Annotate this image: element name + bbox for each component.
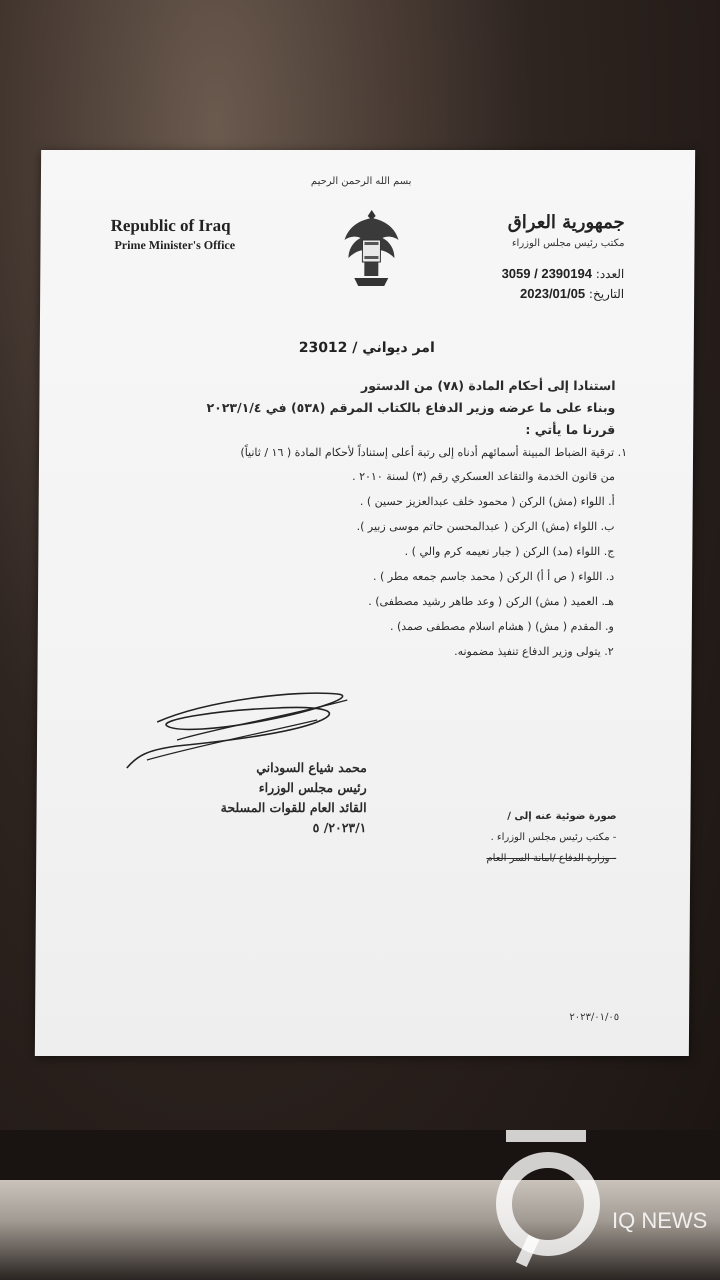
document-page <box>35 150 695 1056</box>
list-item: د. اللواء ( ص أ أ) الركن ( محمد جاسم جمعه مطر ) . <box>372 570 615 583</box>
order-title: امر ديواني / 23012 <box>298 340 435 356</box>
list-item: أ. اللواء (مش) الركن ( محمود خلف عبدالعزيز حسين ) . <box>359 495 615 508</box>
arabic-title: جمهورية العراق <box>507 212 625 233</box>
document-date-value: 2023/01/05 <box>519 286 586 301</box>
list-item: ١. ترقية الضباط المبينة أسمائهم أدناه إلى رتبة أعلى إستناداً لأحكام المادة ( ١٦ / ثانياً) <box>240 446 628 459</box>
reference-number-label: العدد: <box>595 267 625 281</box>
cc-block <box>486 806 616 869</box>
arabic-subtitle: مكتب رئيس مجلس الوزراء <box>511 238 625 249</box>
reference-number <box>502 266 625 281</box>
reference-number-value: 2390194 / 3059 <box>501 266 593 281</box>
iraq-eagle-emblem-icon <box>340 206 403 288</box>
cc-recipient: - وزارة الدفاع /امانة السر العام <box>486 853 617 864</box>
preamble-line: وبناء على ما عرضه وزير الدفاع بالكتاب المرقم (٥٣٨) في ٢٠٢٣/١/٤ <box>206 400 616 415</box>
signature-block <box>146 758 367 838</box>
list-item: هـ. العميد ( مش) الركن ( وعد طاهر رشيد مصطفى) . <box>368 595 615 608</box>
signatory-name: محمد شياع السوداني <box>256 760 367 775</box>
list-item: ٢. يتولى وزير الدفاع تنفيذ مضمونه. <box>454 645 614 658</box>
cc-recipient: - مكتب رئيس مجلس الوزراء . <box>490 832 617 843</box>
watermark-text: IQ NEWS <box>612 1208 708 1233</box>
document-date-label: التاريخ: <box>588 287 625 301</box>
signature-date: ٢٠٢٣/١/ ٥ <box>312 820 367 835</box>
list-item: ب. اللواء (مش) الركن ( عبدالمحسن حاتم موسى زبير ). <box>356 520 615 533</box>
list-item: و. المقدم ( مش) ( هشام اسلام مصطفى صمد) . <box>389 620 614 633</box>
document-date <box>520 286 624 301</box>
signatory-title: القائد العام للقوات المسلحة <box>220 800 367 815</box>
english-title: Republic of Iraq <box>110 216 231 235</box>
footer-date: ٢٠٢٣/٠١/٠٥ <box>569 1012 620 1023</box>
preamble-decision: قررنا ما يأتي : <box>525 422 616 437</box>
cc-heading: صورة ضوئية عنه إلى / <box>507 811 617 822</box>
preamble-line: استنادا إلى أحكام المادة (٧٨) من الدستور <box>360 378 616 393</box>
list-item: من قانون الخدمة والتقاعد العسكري رقم (٣) لسنة ٢٠١٠ . <box>352 470 615 483</box>
signatory-title: رئيس مجلس الوزراء <box>258 780 367 795</box>
english-subtitle: Prime Minister's Office <box>114 238 236 252</box>
list-item: ج. اللواء (مد) الركن ( جبار نعيمه كرم والي ) . <box>404 545 615 558</box>
bismillah-header: بسم الله الرحمن الرحيم <box>310 176 412 187</box>
iq-news-logo-icon <box>492 1130 702 1270</box>
